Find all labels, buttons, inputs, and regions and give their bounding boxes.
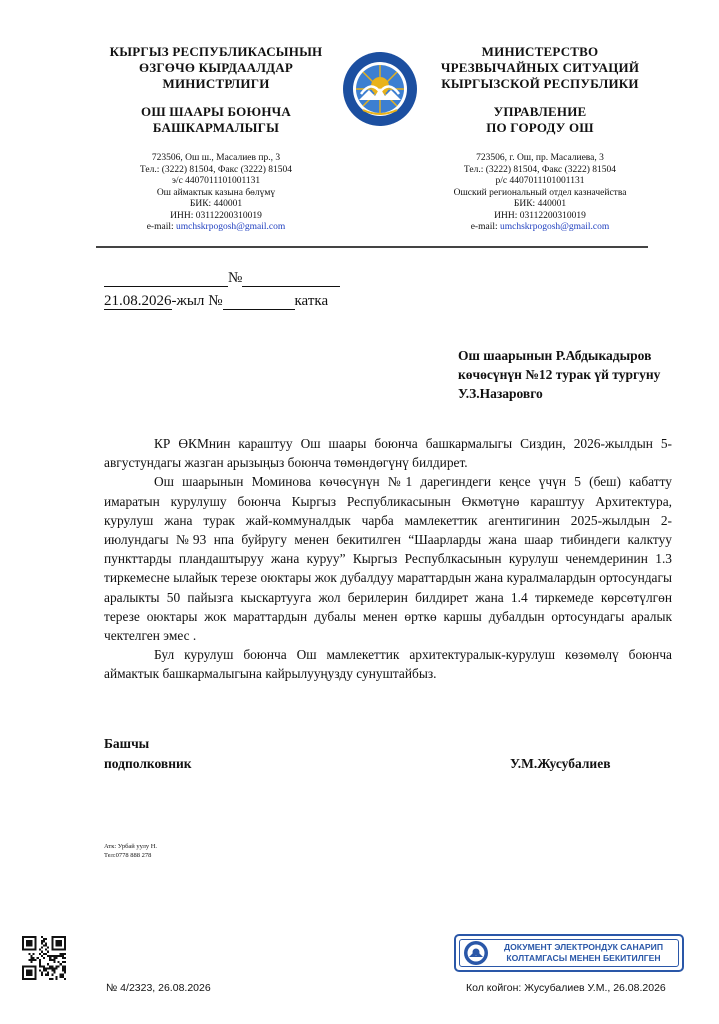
stamp-frame: [459, 939, 679, 967]
signatory-rank: подполковник: [104, 756, 192, 771]
dept-line: ПО ГОРОДУ ОШ: [486, 120, 594, 135]
reg-blank: [223, 295, 295, 310]
letter-body: [104, 434, 672, 684]
email-prefix: e-mail:: [146, 222, 176, 232]
org-line: ЧРЕЗВЫЧАЙНЫХ СИТУАЦИЙ: [440, 60, 640, 75]
address-line: БИК: 440001: [189, 199, 243, 209]
address-line: р/с 4407011101001131: [495, 176, 585, 186]
address-line: ИНН: 03112200310019: [494, 210, 586, 221]
address-line: ИНН: 03112200310019: [170, 210, 262, 221]
dept-line: УПРАВЛЕНИЕ: [493, 104, 587, 119]
body-paragraph: Бул курулуш боюнча Ош мамлекеттик архитектуралык-курулуш көзөмөлү боюнча аймактык башкармалыгына кайрылууңузду сунуштайбыз.: [104, 647, 672, 682]
year-suffix: -жыл: [171, 293, 209, 309]
signatory-name: У.М.Жусубалиев: [510, 756, 611, 771]
e-signature-stamp: [454, 934, 684, 972]
addressee-line: көчөсүнүн №12 турак үй тургуну: [458, 367, 661, 382]
org-line: ӨЗГӨЧӨ КЫРДААЛДАР: [138, 60, 294, 75]
dept-line: ОШ ШААРЫ БОЮНЧА: [141, 104, 291, 119]
executor-name: Атк: Урбай уулу Н.: [104, 843, 158, 850]
reg-date: 21.08.2026: [104, 293, 172, 309]
org-line: КЫРГЫЗСКОЙ РЕСПУБЛИКИ: [441, 76, 639, 91]
qr-code[interactable]: [22, 936, 66, 980]
number-symbol: №: [208, 293, 223, 309]
dept-line: БАШКАРМАЛЫГЫ: [152, 120, 280, 135]
stamp-text: [489, 942, 678, 964]
addressee-line: Ош шаарынын Р.Абдыкадыров: [458, 348, 652, 363]
stamp-line: ДОКУМЕНТ ЭЛЕКТРОНДУК САНАРИП: [503, 942, 663, 952]
body-paragraph: Ош шаарынын Моминова көчөсүнүн №1 дарегиндеги кеңсе үчүн 5 (беш) кабатту имаратын курулушу боюнча Кыргыз Республикасынын Өкмөтүнө караштуу Архитектура, курулуш жана турак жай-коммуналдык чарба мамлекеттик агентигинин 2025-жылдын 2-июлундагы №93 нпа буйругу менен бекитилген “Шаарларды жана шаар тибиндеги калктуу пункттарды пландаштыруу жана куруу” Кыргыз Республкасынын курулуш ченемдеринин 1.3 тиркемесне ылайык терезе оюктары жок дубалдуу мараттардын жана куралмалардын ортосундагы аралыкты 50 пайызга кыскартууга жол берилерин билдирет жана 1.4 тиркемеде көрсөтүлгөн терезе оюктары жок мараттардын дубалы менен өрткө каршы дубалдын ортосундагы аралык чектелген эмес .: [104, 474, 672, 644]
signatory-position: Башчы: [104, 736, 150, 751]
header-left-dept: [96, 104, 336, 136]
stamp-line: КОЛТАМГАСЫ МЕНЕН БЕКИТИЛГЕН: [506, 953, 661, 963]
address-line: Ош аймактык казына бөлүмү: [156, 187, 276, 198]
email-link[interactable]: umchskrpogosh@gmail.com: [176, 222, 286, 232]
executor-phone: Тел:0778 888 278: [104, 852, 152, 859]
address-line: Тел.: (3222) 81504, Факс (3222) 81504: [463, 164, 617, 175]
address-line: Тел.: (3222) 81504, Факс (3222) 81504: [139, 164, 293, 175]
email-line: [96, 222, 336, 234]
emblem-icon: [341, 50, 419, 128]
document-number: № 4/2323, 26.08.2026: [106, 982, 211, 994]
reg-suffix: катка: [294, 293, 329, 309]
header-right-dept: [420, 104, 660, 136]
org-line: МИНИСТЕРСТВО: [481, 44, 599, 59]
org-line: МИНИСТРЛИГИ: [162, 76, 270, 91]
reg-blank: [242, 272, 340, 287]
signed-by: Кол койгон: Жусубалиев У.М., 26.08.2026: [466, 982, 666, 994]
address-line: э/с 4407011101001131: [171, 176, 261, 186]
address-line: 723506, Ош ш., Масалиев пр., 3: [151, 153, 281, 163]
number-symbol: №: [228, 270, 243, 286]
address-line: БИК: 440001: [513, 199, 567, 209]
stamp-emblem-icon: [463, 940, 489, 966]
address-line: 723506, г. Ош, пр. Масалиева, 3: [476, 153, 604, 163]
qr-code-icon: [22, 936, 66, 980]
addressee-line: У.З.Назаровго: [458, 386, 543, 401]
header-right-address: [420, 153, 660, 234]
state-emblem: [341, 50, 419, 128]
email-prefix: e-mail:: [470, 222, 500, 232]
registration-line-2: [104, 293, 328, 310]
addressee: [458, 346, 698, 403]
address-line: Ошский региональный отдел казначейства: [453, 187, 627, 198]
org-line: КЫРГЫЗ РЕСПУБЛИКАСЫНЫН: [109, 44, 323, 59]
header-divider: [96, 246, 648, 248]
header-left-address: [96, 153, 336, 234]
body-paragraph: КР ӨКМнин караштуу Ош шаары боюнча башкармалыгы Сиздин, 2026-жылдын 5-августундагы жазган арызыңыз боюнча төмөндөгүнү билдирет.: [104, 436, 672, 471]
executor-info: [104, 842, 157, 860]
header-right-org: [420, 44, 660, 92]
reg-blank: [104, 272, 228, 287]
signatory-title: [104, 734, 192, 774]
registration-line-1: [104, 270, 340, 287]
email-link[interactable]: umchskrpogosh@gmail.com: [500, 222, 610, 232]
email-line: [420, 222, 660, 234]
header-left-org: [96, 44, 336, 92]
